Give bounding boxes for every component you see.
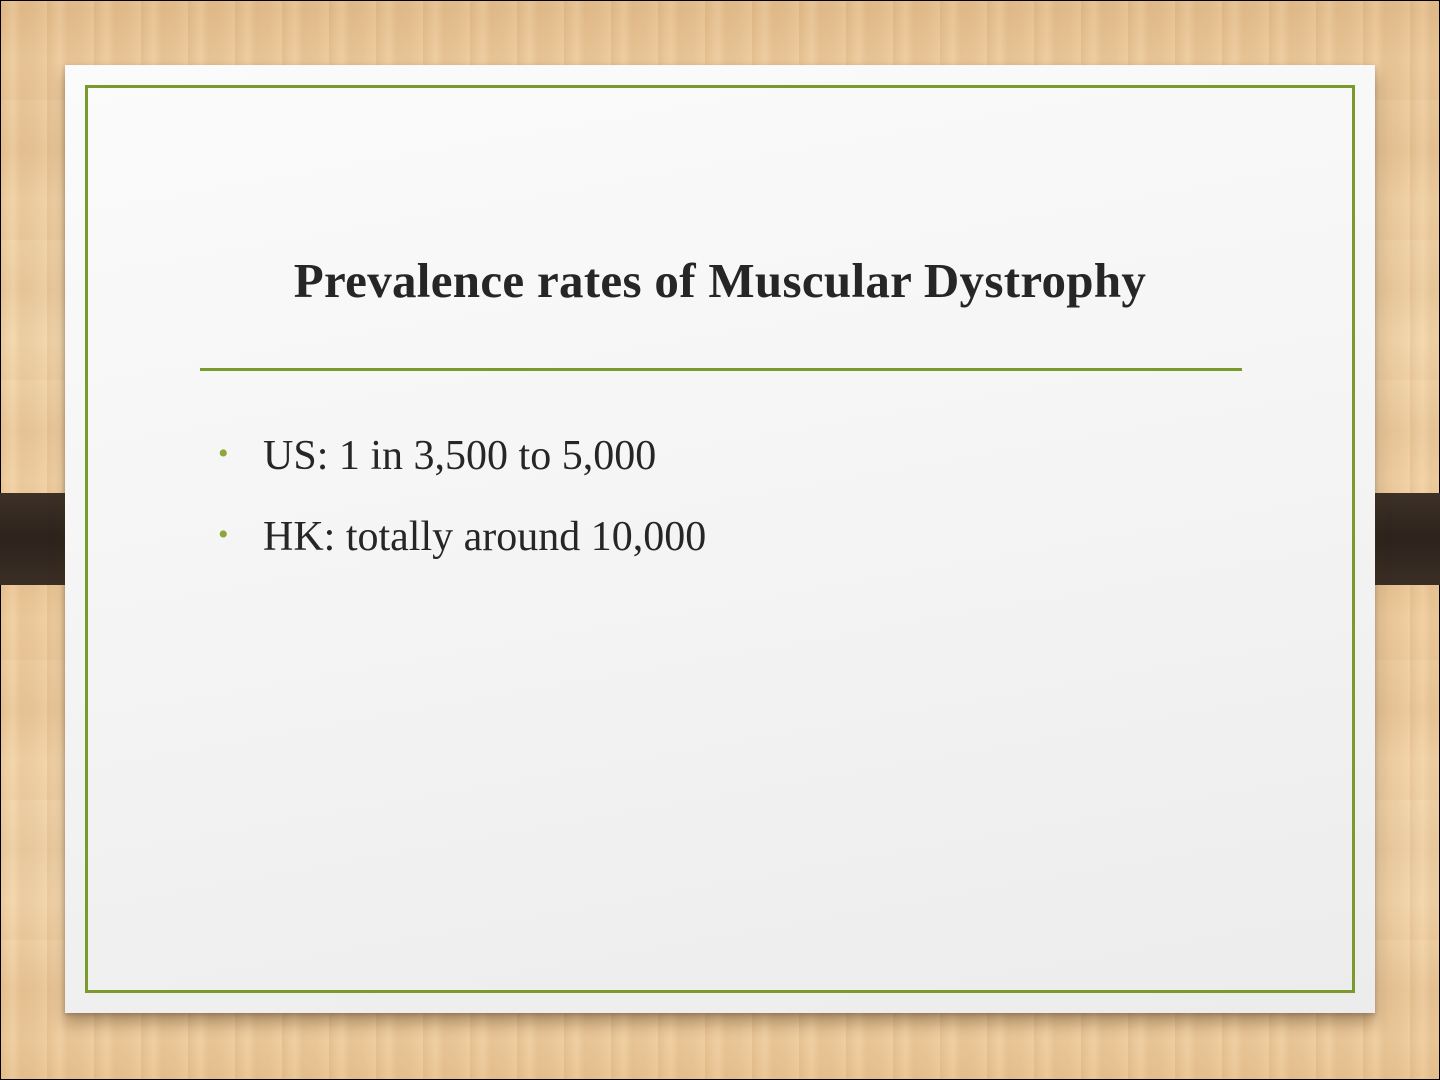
bullet-item [218,513,706,594]
bullet-dot-icon: • [218,437,229,470]
slide-title: Prevalence rates of Muscular Dystrophy [293,253,1147,308]
bullet-text: US: 1 in 3,500 to 5,000 [263,433,657,479]
bullet-item [218,432,706,513]
bullet-list [218,432,706,594]
title-divider [200,368,1242,371]
bullet-dot-icon: • [218,518,229,551]
bullet-text: HK: totally around 10,000 [263,514,707,560]
